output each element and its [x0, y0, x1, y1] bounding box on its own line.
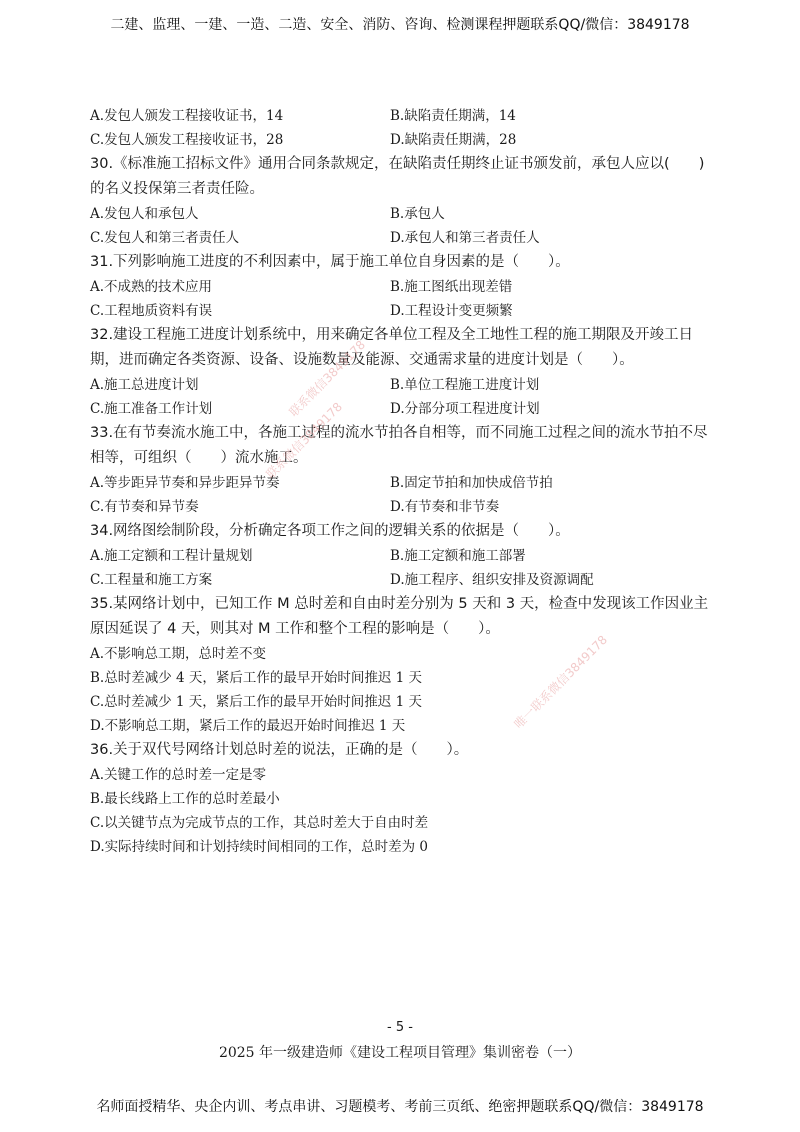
watermark: 唯一联系微信3849178: [511, 632, 611, 732]
question-stem: 33.在有节奏流水施工中，各施工过程的流水节拍各自相等，而不同施工过程之间的流水节拍不尽相等，可组织（ ）流水施工。: [90, 425, 708, 466]
answer-option: C.施工准备工作计划: [90, 401, 213, 417]
option-row: [90, 299, 718, 323]
question-block: [90, 592, 718, 738]
option-row: [90, 104, 718, 128]
watermark: 联系微信3849178: [263, 399, 346, 482]
question-stem: 30.《标准施工招标文件》通用合同条款规定，在缺陷责任期终止证书颁发前，承包人应以( )的名义投保第三者责任险。: [90, 156, 705, 197]
answer-option: A.等步距异节奏和异步距异节奏: [90, 475, 280, 491]
question-list: [90, 104, 718, 859]
option-row: [90, 202, 718, 226]
answer-option: D.承包人和第三者责任人: [390, 230, 540, 246]
answer-option: B.单位工程施工进度计划: [390, 377, 540, 393]
option-row: [90, 544, 718, 568]
option-row: [90, 226, 718, 250]
answer-option: A.施工总进度计划: [90, 377, 199, 393]
question-stem: 36.关于双代号网络计划总时差的说法，正确的是（ ）。: [90, 742, 469, 758]
answer-option: A.施工定额和工程计量规划: [90, 548, 253, 564]
answer-option: D.有节奏和非节奏: [390, 499, 500, 515]
option-row: [90, 397, 718, 421]
answer-option: C.发包人和第三者责任人: [90, 230, 240, 246]
option-row: [90, 787, 718, 811]
page-number: - 5 -: [387, 1020, 413, 1035]
option-row: [90, 690, 718, 714]
option-row: [90, 835, 718, 859]
answer-option: A.不成熟的技术应用: [90, 279, 213, 295]
option-row: [90, 763, 718, 787]
answer-option: C.工程地质资料有误: [90, 303, 213, 319]
answer-option: C.以关键节点为完成节点的工作，其总时差大于自由时差: [90, 815, 429, 831]
question-block: [90, 519, 718, 592]
answer-option: B.最长线路上工作的总时差最小: [90, 791, 280, 807]
answer-option: C.工程量和施工方案: [90, 572, 213, 588]
question-block: [90, 152, 718, 250]
option-row: [90, 642, 718, 666]
question-block: [90, 323, 718, 421]
answer-option: B.施工图纸出现差错: [390, 279, 513, 295]
option-row: [90, 714, 718, 738]
option-row: [90, 495, 718, 519]
top-promo-banner: 二建、监理、一建、一造、二造、安全、消防、咨询、检测课程押题联系QQ/微信：3849178: [110, 17, 690, 33]
option-row: [90, 666, 718, 690]
option-row: [90, 811, 718, 835]
question-block: [90, 421, 718, 519]
option-row: [90, 128, 718, 152]
bottom-promo-banner: 名师面授精华、央企内训、考点串讲、习题模考、考前三页纸、绝密押题联系QQ/微信：3849178: [96, 1099, 704, 1115]
answer-option: D.缺陷责任期满，28: [390, 132, 517, 148]
question-stem: 35.某网络计划中，已知工作 M 总时差和自由时差分别为 5 天和 3 天，检查中发现该工作因业主原因延误了 4 天，则其对 M 工作和整个工程的影响是（ ）。: [90, 596, 709, 637]
answer-option: C.有节奏和异节奏: [90, 499, 199, 515]
answer-option: D.实际持续时间和计划持续时间相同的工作，总时差为 0: [90, 839, 429, 855]
answer-option: B.承包人: [390, 206, 445, 222]
option-row: [90, 373, 718, 397]
question-block: [90, 250, 718, 323]
answer-option: B.固定节拍和加快成倍节拍: [390, 475, 553, 491]
watermark: 联系微信3849178: [286, 337, 369, 420]
exam-title: 2025 年一级建造师《建设工程项目管理》集训密卷（一）: [218, 1045, 582, 1061]
answer-option: C.总时差减少 1 天，紧后工作的最早开始时间推迟 1 天: [90, 694, 422, 710]
answer-option: D.不影响总工期，紧后工作的最迟开始时间推迟 1 天: [90, 718, 406, 734]
option-row: [90, 275, 718, 299]
question-stem: 31.下列影响施工进度的不利因素中，属于施工单位自身因素的是（ ）。: [90, 254, 570, 270]
question-stem: 34.网络图绘制阶段，分析确定各项工作之间的逻辑关系的依据是（ ）。: [90, 523, 570, 539]
answer-option: D.工程设计变更频繁: [390, 303, 513, 319]
answer-option: A.不影响总工期，总时差不变: [90, 646, 267, 662]
answer-option: A.发包人颁发工程接收证书，14: [90, 108, 284, 124]
question-block: [90, 738, 718, 859]
answer-option: A.关键工作的总时差一定是零: [90, 767, 267, 783]
option-row: [90, 471, 718, 495]
answer-option: A.发包人和承包人: [90, 206, 199, 222]
question-stem: 32.建设工程施工进度计划系统中，用来确定各单位工程及全工地性工程的施工期限及开竣工日期，进而确定各类资源、设备、设施数量及能源、交通需求量的进度计划是（ ）。: [90, 327, 694, 368]
answer-option: B.缺陷责任期满，14: [390, 108, 516, 124]
answer-option: B.总时差减少 4 天，紧后工作的最早开始时间推迟 1 天: [90, 670, 423, 686]
option-row: [90, 568, 718, 592]
answer-option: D.分部分项工程进度计划: [390, 401, 540, 417]
question-block: [90, 104, 718, 152]
answer-option: B.施工定额和施工部署: [390, 548, 526, 564]
answer-option: D.施工程序、组织安排及资源调配: [390, 572, 594, 588]
answer-option: C.发包人颁发工程接收证书，28: [90, 132, 284, 148]
